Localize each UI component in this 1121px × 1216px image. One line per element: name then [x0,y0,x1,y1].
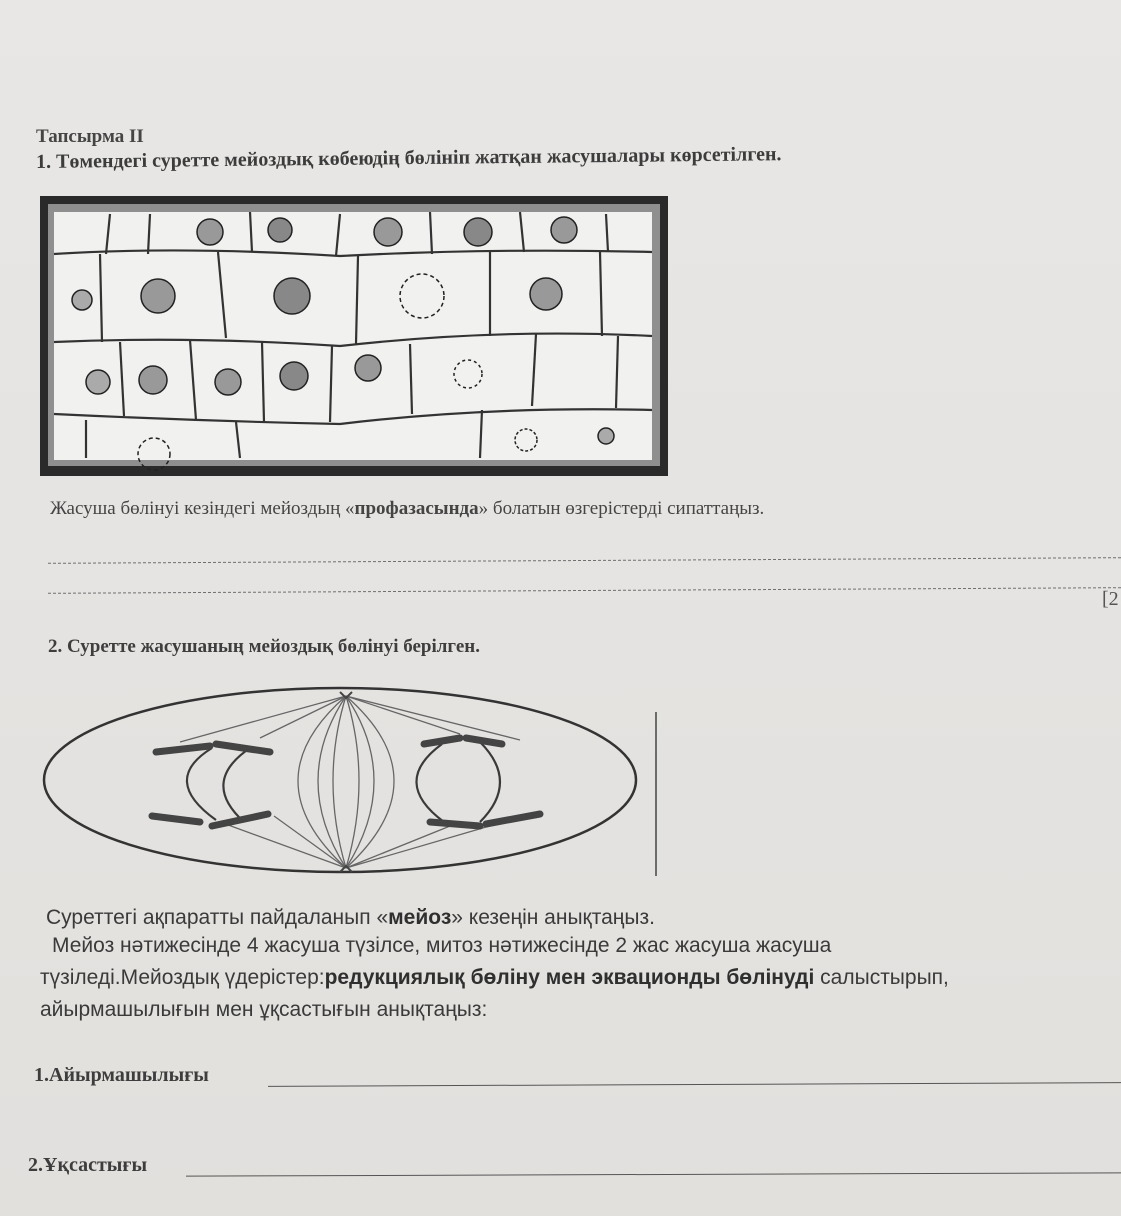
answer-dashed-line-1 [48,557,1121,564]
meiosis-spindle-diagram [40,682,670,882]
meiosis-cells-micrograph [40,196,668,476]
difference-label: 1.Айырмашылығы [34,1064,209,1086]
q2-line-3-end: салыстырып, [814,966,949,989]
similarity-answer-line[interactable] [186,1172,1121,1176]
question-1: 1. Төмендегі суретте мейоздық көбеюдің бөлініп жатқан жасушалары көрсетілген. [36,143,782,173]
q2-line-1 [46,906,655,930]
q2-line-1-start: Суреттегі ақпаратты пайдаланып « [46,906,389,929]
q2-line-4: айырмашылығын мен ұқсастығын анықтаңыз: [40,998,488,1021]
prophase-question [50,498,764,520]
similarity-label: 2.Ұқсастығы [28,1154,148,1176]
meiosis-keyword: мейоз [388,906,452,929]
prophase-question-end: » болатын өзгерістерді сипаттаңыз. [478,498,765,519]
answer-dashed-line-2 [48,587,1121,594]
q2-line-3-start: түзіледі.Мейоздық үдерістер: [40,966,325,989]
prophase-question-start: Жасуша бөлінуі кезіндегі мейоздың « [50,498,355,519]
difference-answer-line[interactable] [268,1082,1121,1087]
division-types-keyword: редукциялық бөліну мен эквационды бөлінуді [324,966,815,989]
score-mark: [2 [1102,588,1119,610]
prophase-keyword: профазасында [354,498,479,519]
task-title: Тапсырма II [36,126,144,147]
q2-line-1-end: » кезеңін анықтаңыз. [451,906,655,929]
q2-line-2: Мейоз нәтижесінде 4 жасуша түзілсе, митоз нәтижесінде 2 жас жасуша жасуша [52,934,832,957]
question-2: 2. Суретте жасушаның мейоздық бөлінуі берілген. [48,636,480,657]
q2-line-3 [40,966,949,990]
